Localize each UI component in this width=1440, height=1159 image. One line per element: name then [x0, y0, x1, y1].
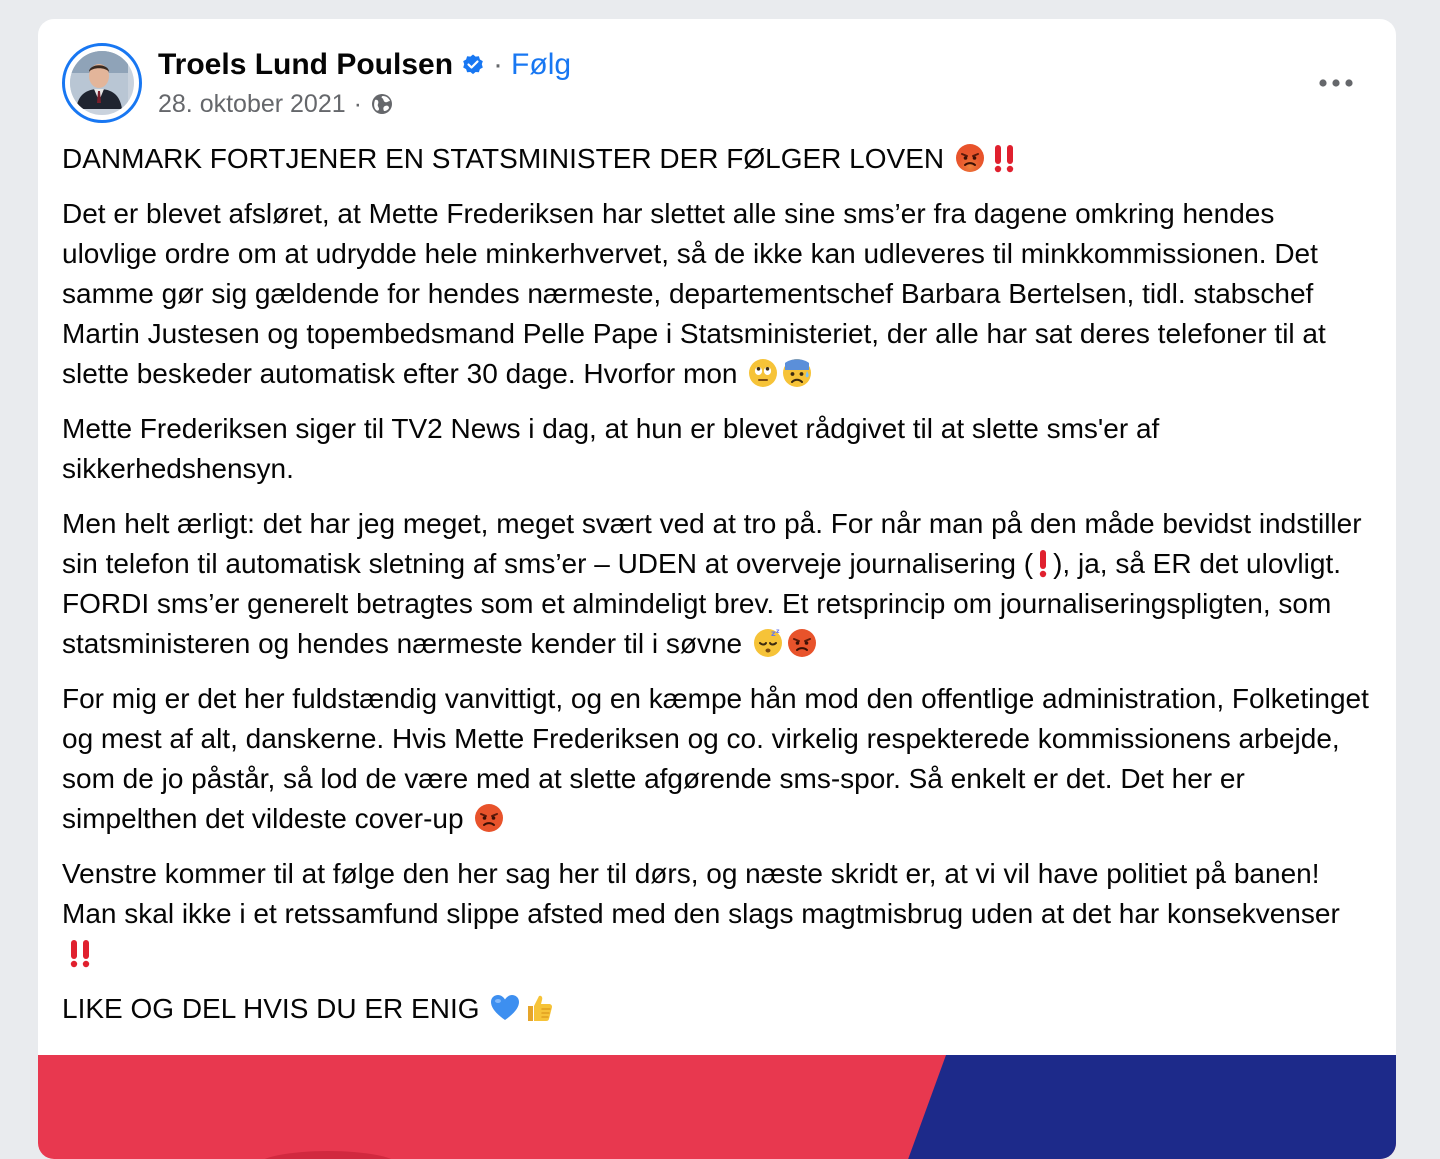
more-options-icon[interactable] [1312, 65, 1360, 101]
paragraph-text: Men helt ærligt: det har jeg meget, meget svært ved at tro på. For når man på den måde bevidst indstiller sin telefon til automatisk sletning af sms’er – UDEN at overveje journalisering ( [62, 508, 1362, 579]
post-header [62, 43, 1372, 127]
eye-roll-face-icon [747, 357, 779, 389]
post-image[interactable] [38, 1055, 1396, 1159]
angry-face-icon [786, 627, 818, 659]
double-exclamation-icon [64, 937, 96, 969]
post-text [62, 139, 1372, 1044]
post-meta [158, 87, 394, 121]
post-paragraph [62, 504, 1372, 664]
post-paragraph [62, 989, 1372, 1029]
author-name[interactable]: Troels Lund Poulsen [158, 48, 454, 81]
angry-face-icon [473, 802, 505, 834]
author-line [158, 45, 571, 85]
exclamation-icon [1033, 547, 1053, 579]
follow-button[interactable]: Følg [511, 48, 572, 81]
paragraph-text: Venstre kommer til at følge den her sag her til dørs, og næste skridt er, at vi vil have politiet på banen! Man skal ikke i et retssamfund slippe afsted med den slags magtmisbrug uden at det har konsekvenser [62, 858, 1340, 929]
meta-separator: · [353, 90, 362, 118]
post-card [38, 19, 1396, 1159]
author-avatar[interactable] [62, 43, 142, 123]
globe-icon[interactable] [370, 92, 394, 116]
paragraph-text: Mette Frederiksen siger til TV2 News i dag, at hun er blevet rådgivet til at slette sms'er af sikkerhedshensyn. [62, 413, 1160, 484]
svg-text:z: z [770, 629, 776, 638]
paragraph-text: DANMARK FORTJENER EN STATSMINISTER DER FØLGER LOVEN [62, 143, 945, 174]
post-paragraph [62, 854, 1372, 974]
thumbs-up-icon [523, 992, 555, 1024]
post-paragraph [62, 409, 1372, 489]
post-paragraph [62, 194, 1372, 394]
header-separator: · [493, 48, 504, 81]
double-exclamation-icon [988, 142, 1020, 174]
avatar-photo [70, 51, 134, 115]
paragraph-text: ), ja, så ER det ulovligt. FORDI sms’er generelt betragtes som et almindeligt brev. Et retsprincip om journaliseringspligten, som statsministeren og hendes nærmeste kender til i søvne [62, 548, 1341, 659]
paragraph-text: LIKE OG DEL HVIS DU ER ENIG [62, 993, 480, 1024]
post-paragraph [62, 679, 1372, 839]
anxious-sweat-face-icon [781, 357, 813, 389]
post-date[interactable]: 28. oktober 2021 [158, 90, 346, 118]
verified-badge-icon [461, 53, 485, 77]
paragraph-text: Det er blevet afsløret, at Mette Frederiksen har slettet alle sine sms’er fra dagene omkring hendes ulovlige ordre om at udrydde hele minkerhvervet, så de ikke kan udleveres til minkkommissionen. Det samme gør sig gældende for hendes nærmeste, departementschef Barbara Bertelsen, tidl. stabschef Martin Justesen og topembedsmand Pelle Pape i Statsministeriet, der alle har sat deres telefoner til at slette beskeder automatisk efter 30 dage. Hvorfor mon [62, 198, 1326, 389]
svg-text:z: z [775, 628, 780, 635]
angry-face-icon [954, 142, 986, 174]
blue-heart-icon [489, 992, 521, 1024]
sleeping-face-icon [752, 627, 784, 659]
paragraph-text: For mig er det her fuldstændig vanvittigt, og en kæmpe hån mod den offentlige administration, Folketinget og mest af alt, danskerne. Hvis Mette Frederiksen og co. virkelig respekterede kommissionens arbejde, som de jo påstår, så lod de være med at slette afgørende sms-spor. Så enkelt er det. Det her er simpelthen det vildeste cover-up [62, 683, 1369, 834]
post-paragraph [62, 139, 1372, 179]
